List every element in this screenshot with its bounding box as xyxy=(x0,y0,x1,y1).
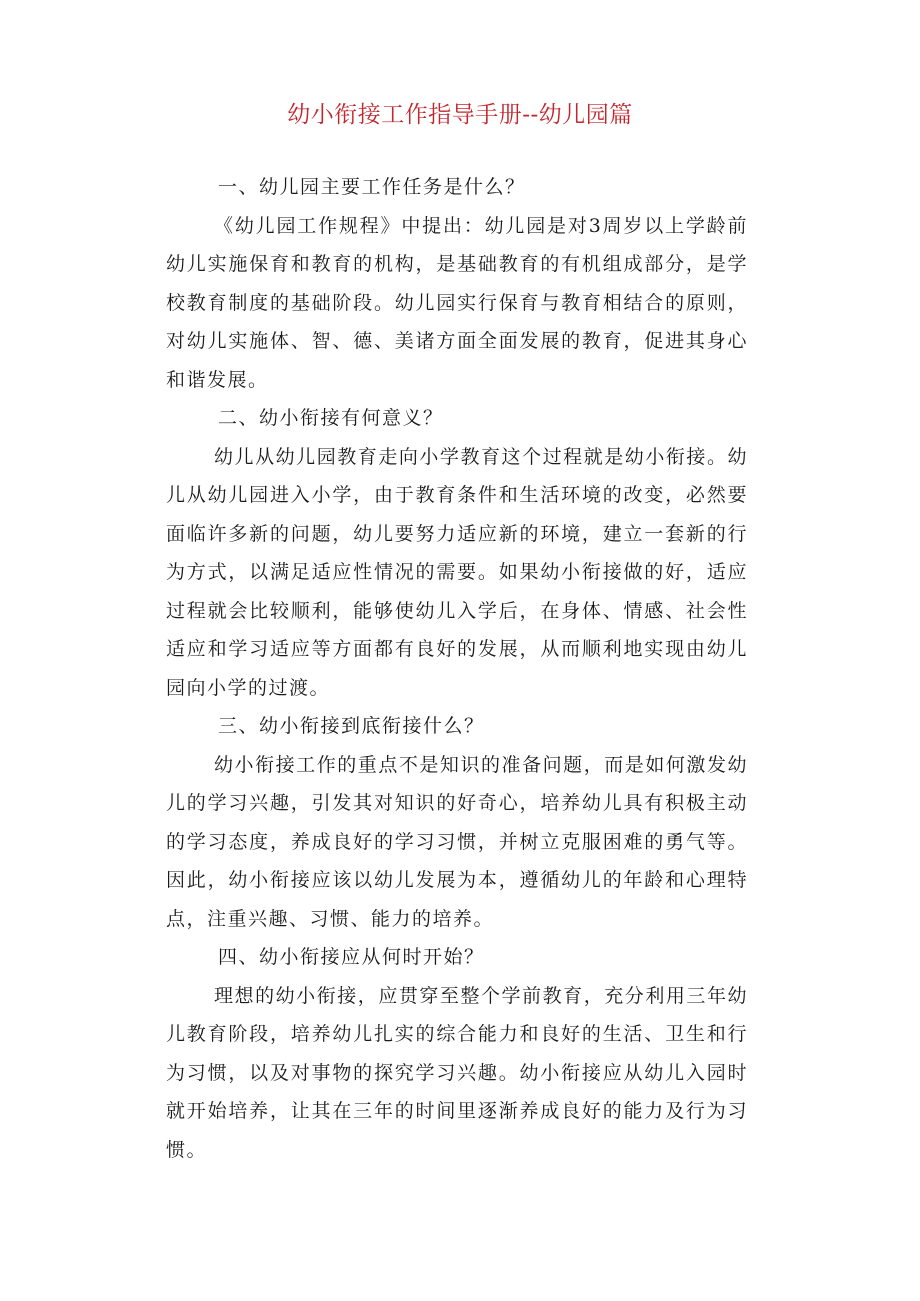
section-2-heading: 二、幼小衔接有何意义？ xyxy=(218,407,444,429)
section-3-paragraph: 幼小衔接工作的重点不是知识的准备问题，而是如何激发幼儿的学习兴趣，引发其对知识的好奇心，培养幼儿具有积极主动的学习态度，养成良好的学习习惯，并树立克服困难的勇气等。因此，幼小衔接应该以幼儿发展为本，遵循幼儿的年龄和心理特点，注重兴趣、习惯、能力的培养。 xyxy=(166,753,748,930)
document-title: 幼小衔接工作指导手册--幼儿园篇 xyxy=(287,102,633,128)
section-1-paragraph: 《幼儿园工作规程》中提出：幼儿园是对3周岁以上学龄前幼儿实施保育和教育的机构，是基础教育的有机组成部分，是学校教育制度的基础阶段。幼儿园实行保育与教育相结合的原则，对幼儿实施体、智、德、美诸方面全面发展的教育，促进其身心和谐发展。 xyxy=(166,214,748,391)
section-1-heading: 一、幼儿园主要工作任务是什么？ xyxy=(218,176,526,198)
section-3-heading: 三、幼小衔接到底衔接什么？ xyxy=(218,715,485,737)
document-body xyxy=(166,168,748,1169)
section-4-heading: 四、幼小衔接应从何时开始？ xyxy=(218,946,485,968)
section-4-paragraph: 理想的幼小衔接，应贯穿至整个学前教育，充分利用三年幼儿教育阶段，培养幼儿扎实的综合能力和良好的生活、卫生和行为习惯，以及对事物的探究学习兴趣。幼小衔接应从幼儿入园时就开始培养，让其在三年的时间里逐渐养成良好的能力及行为习惯。 xyxy=(166,984,748,1161)
section-2-paragraph: 幼儿从幼儿园教育走向小学教育这个过程就是幼小衔接。幼儿从幼儿园进入小学，由于教育条件和生活环境的改变，必然要面临许多新的问题，幼儿要努力适应新的环境，建立一套新的行为方式，以满足适应性情况的需要。如果幼小衔接做的好，适应过程就会比较顺利，能够使幼儿入学后，在身体、情感、社会性适应和学习适应等方面都有良好的发展，从而顺利地实现由幼儿园向小学的过渡。 xyxy=(166,445,748,699)
